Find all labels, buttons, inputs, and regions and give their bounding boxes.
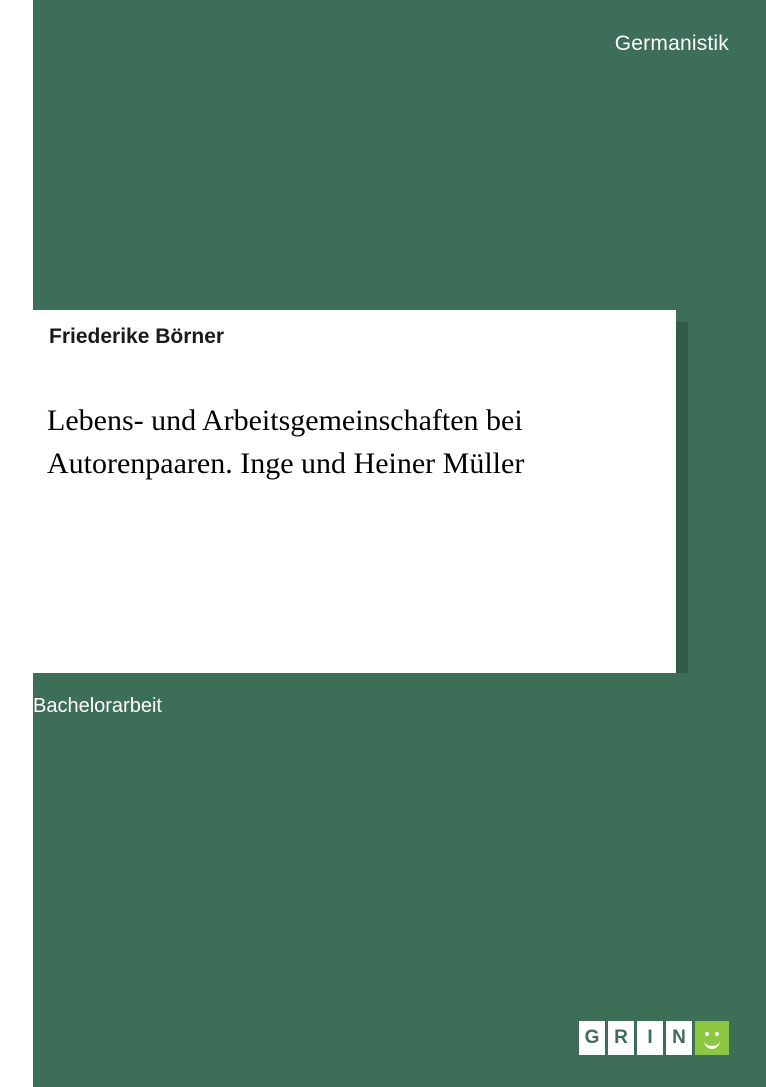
document-type-label: Bachelorarbeit (33, 695, 162, 717)
smiley-face-icon (695, 1021, 729, 1055)
logo-letter-g: G (579, 1021, 605, 1055)
title-card (0, 310, 676, 673)
logo-letter-n: N (666, 1021, 692, 1055)
grin-publisher-logo (579, 1021, 729, 1055)
logo-letter-r: R (608, 1021, 634, 1055)
smiley-eye-right-icon (715, 1032, 719, 1036)
smiley-eye-left-icon (705, 1032, 709, 1036)
page-title: Lebens- und Arbeitsgemeinschaften bei Autorenpaaren. Inge und Heiner Müller (47, 404, 525, 480)
logo-letter-i: I (637, 1021, 663, 1055)
logo-letters (579, 1021, 695, 1055)
subject-category-label: Germanistik (614, 32, 729, 55)
title-card-shadow (676, 322, 688, 673)
smiley-mouth-icon (704, 1038, 720, 1049)
author-name: Friederike Börner (49, 325, 225, 348)
